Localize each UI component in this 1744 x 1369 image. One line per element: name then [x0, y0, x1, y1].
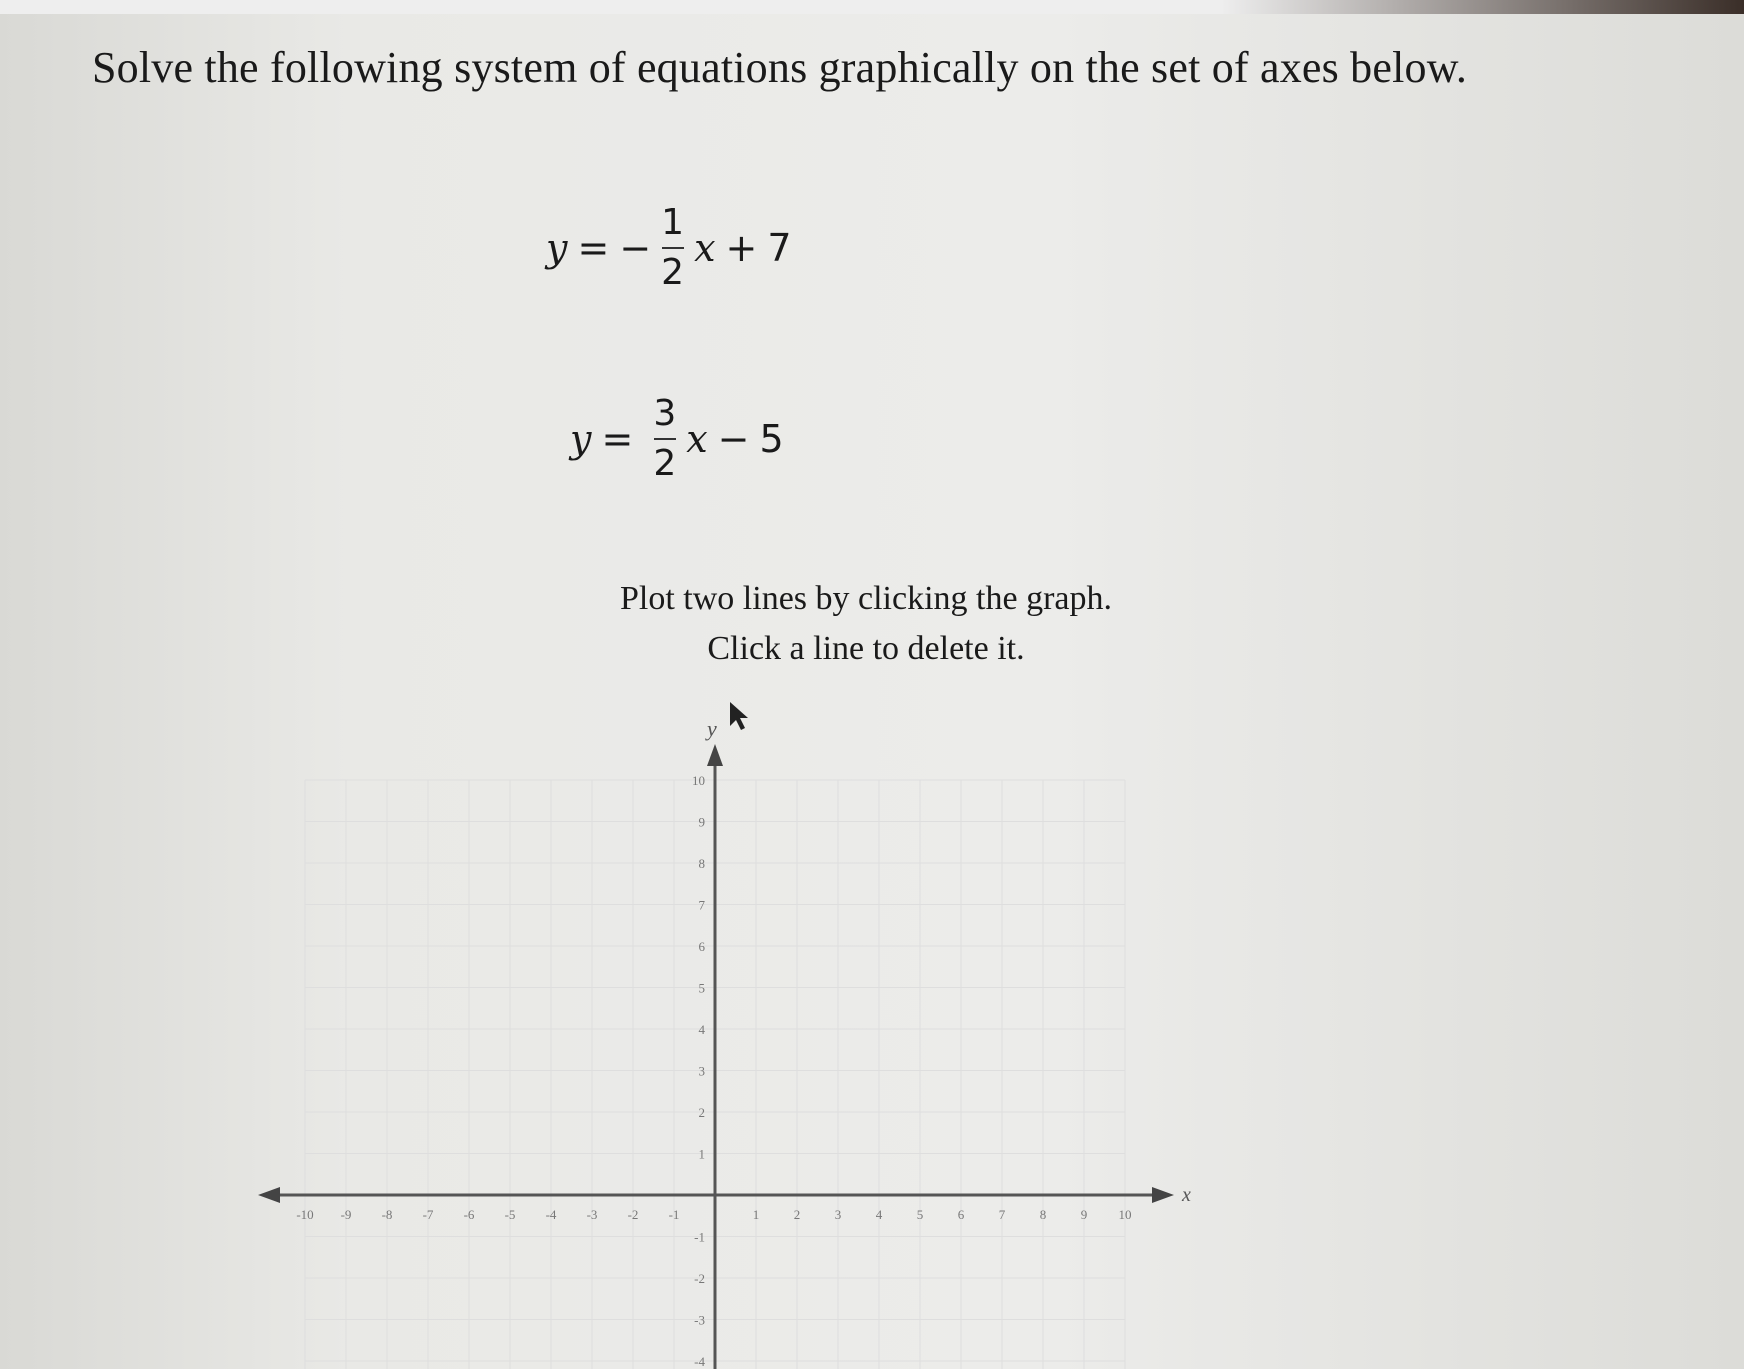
x-axis-label: x	[1182, 1184, 1191, 1206]
y-tick-label: -3	[694, 1312, 705, 1328]
x-tick-label: -5	[504, 1207, 516, 1222]
x-tick-label: -8	[381, 1207, 393, 1222]
x-axis-right-arrow-icon	[1152, 1187, 1174, 1203]
x-tick-label: 10	[1118, 1207, 1132, 1222]
x-tick-label: 2	[793, 1207, 801, 1222]
x-tick-label: 6	[957, 1207, 965, 1222]
eq2-numerator: 3	[653, 393, 677, 434]
y-tick-label: 4	[698, 1022, 705, 1037]
question-prompt: Solve the following system of equations graphically on the set of axes below.	[92, 43, 1468, 92]
eq1-denominator: 2	[661, 252, 685, 293]
eq2-var: x	[686, 417, 708, 461]
eq2-equals: =	[601, 417, 634, 461]
x-tick-label: -10	[296, 1207, 314, 1222]
mouse-cursor-icon	[730, 702, 748, 730]
eq1-op: +	[725, 226, 758, 270]
y-tick-label: 9	[698, 814, 705, 830]
x-axis-left-arrow-icon	[258, 1187, 280, 1203]
eq2-lhs: y	[570, 417, 592, 461]
eq2-op: −	[717, 417, 750, 461]
y-axis-label: y	[707, 716, 717, 741]
eq2-const: 5	[759, 417, 784, 461]
x-tick-label: 4	[875, 1207, 883, 1222]
x-tick-label: 3	[834, 1207, 842, 1222]
x-tick-label: -1	[668, 1207, 680, 1222]
y-tick-label: -1	[694, 1229, 705, 1245]
eq1-equals: =	[577, 226, 610, 270]
x-tick-label: 8	[1039, 1207, 1047, 1222]
y-tick-label: 6	[698, 939, 705, 954]
instruction-plot: Plot two lines by clicking the graph.	[620, 580, 1112, 617]
y-axis-up-arrow-icon	[707, 744, 723, 766]
instruction-delete: Click a line to delete it.	[707, 630, 1025, 667]
x-tick-label: 9	[1080, 1207, 1088, 1222]
eq1-sign: −	[619, 226, 652, 270]
y-tick-label: 10	[692, 773, 705, 788]
y-tick-label: -4	[694, 1354, 705, 1369]
eq1-lhs: y	[546, 226, 568, 270]
x-tick-label: -7	[422, 1207, 434, 1222]
y-tick-label: 8	[698, 856, 705, 871]
eq1-numerator: 1	[661, 202, 685, 243]
y-tick-label: 1	[698, 1146, 705, 1162]
y-tick-label: 5	[698, 980, 705, 996]
x-tick-label: 1	[752, 1207, 760, 1222]
y-tick-label: 2	[698, 1105, 705, 1120]
x-tick-label: 5	[916, 1207, 924, 1222]
y-tick-label: -2	[694, 1271, 705, 1286]
eq1-var: x	[694, 226, 716, 270]
x-tick-label: -9	[340, 1207, 352, 1222]
y-tick-label: 3	[698, 1063, 705, 1079]
y-tick-label: 7	[698, 897, 705, 913]
x-tick-label: 7	[998, 1207, 1006, 1222]
eq1-const: 7	[767, 226, 792, 270]
x-tick-label: -6	[463, 1207, 475, 1222]
x-tick-label: -3	[586, 1207, 598, 1222]
x-tick-label: -2	[627, 1207, 639, 1222]
eq2-denominator: 2	[653, 443, 677, 484]
x-tick-label: -4	[545, 1207, 557, 1222]
